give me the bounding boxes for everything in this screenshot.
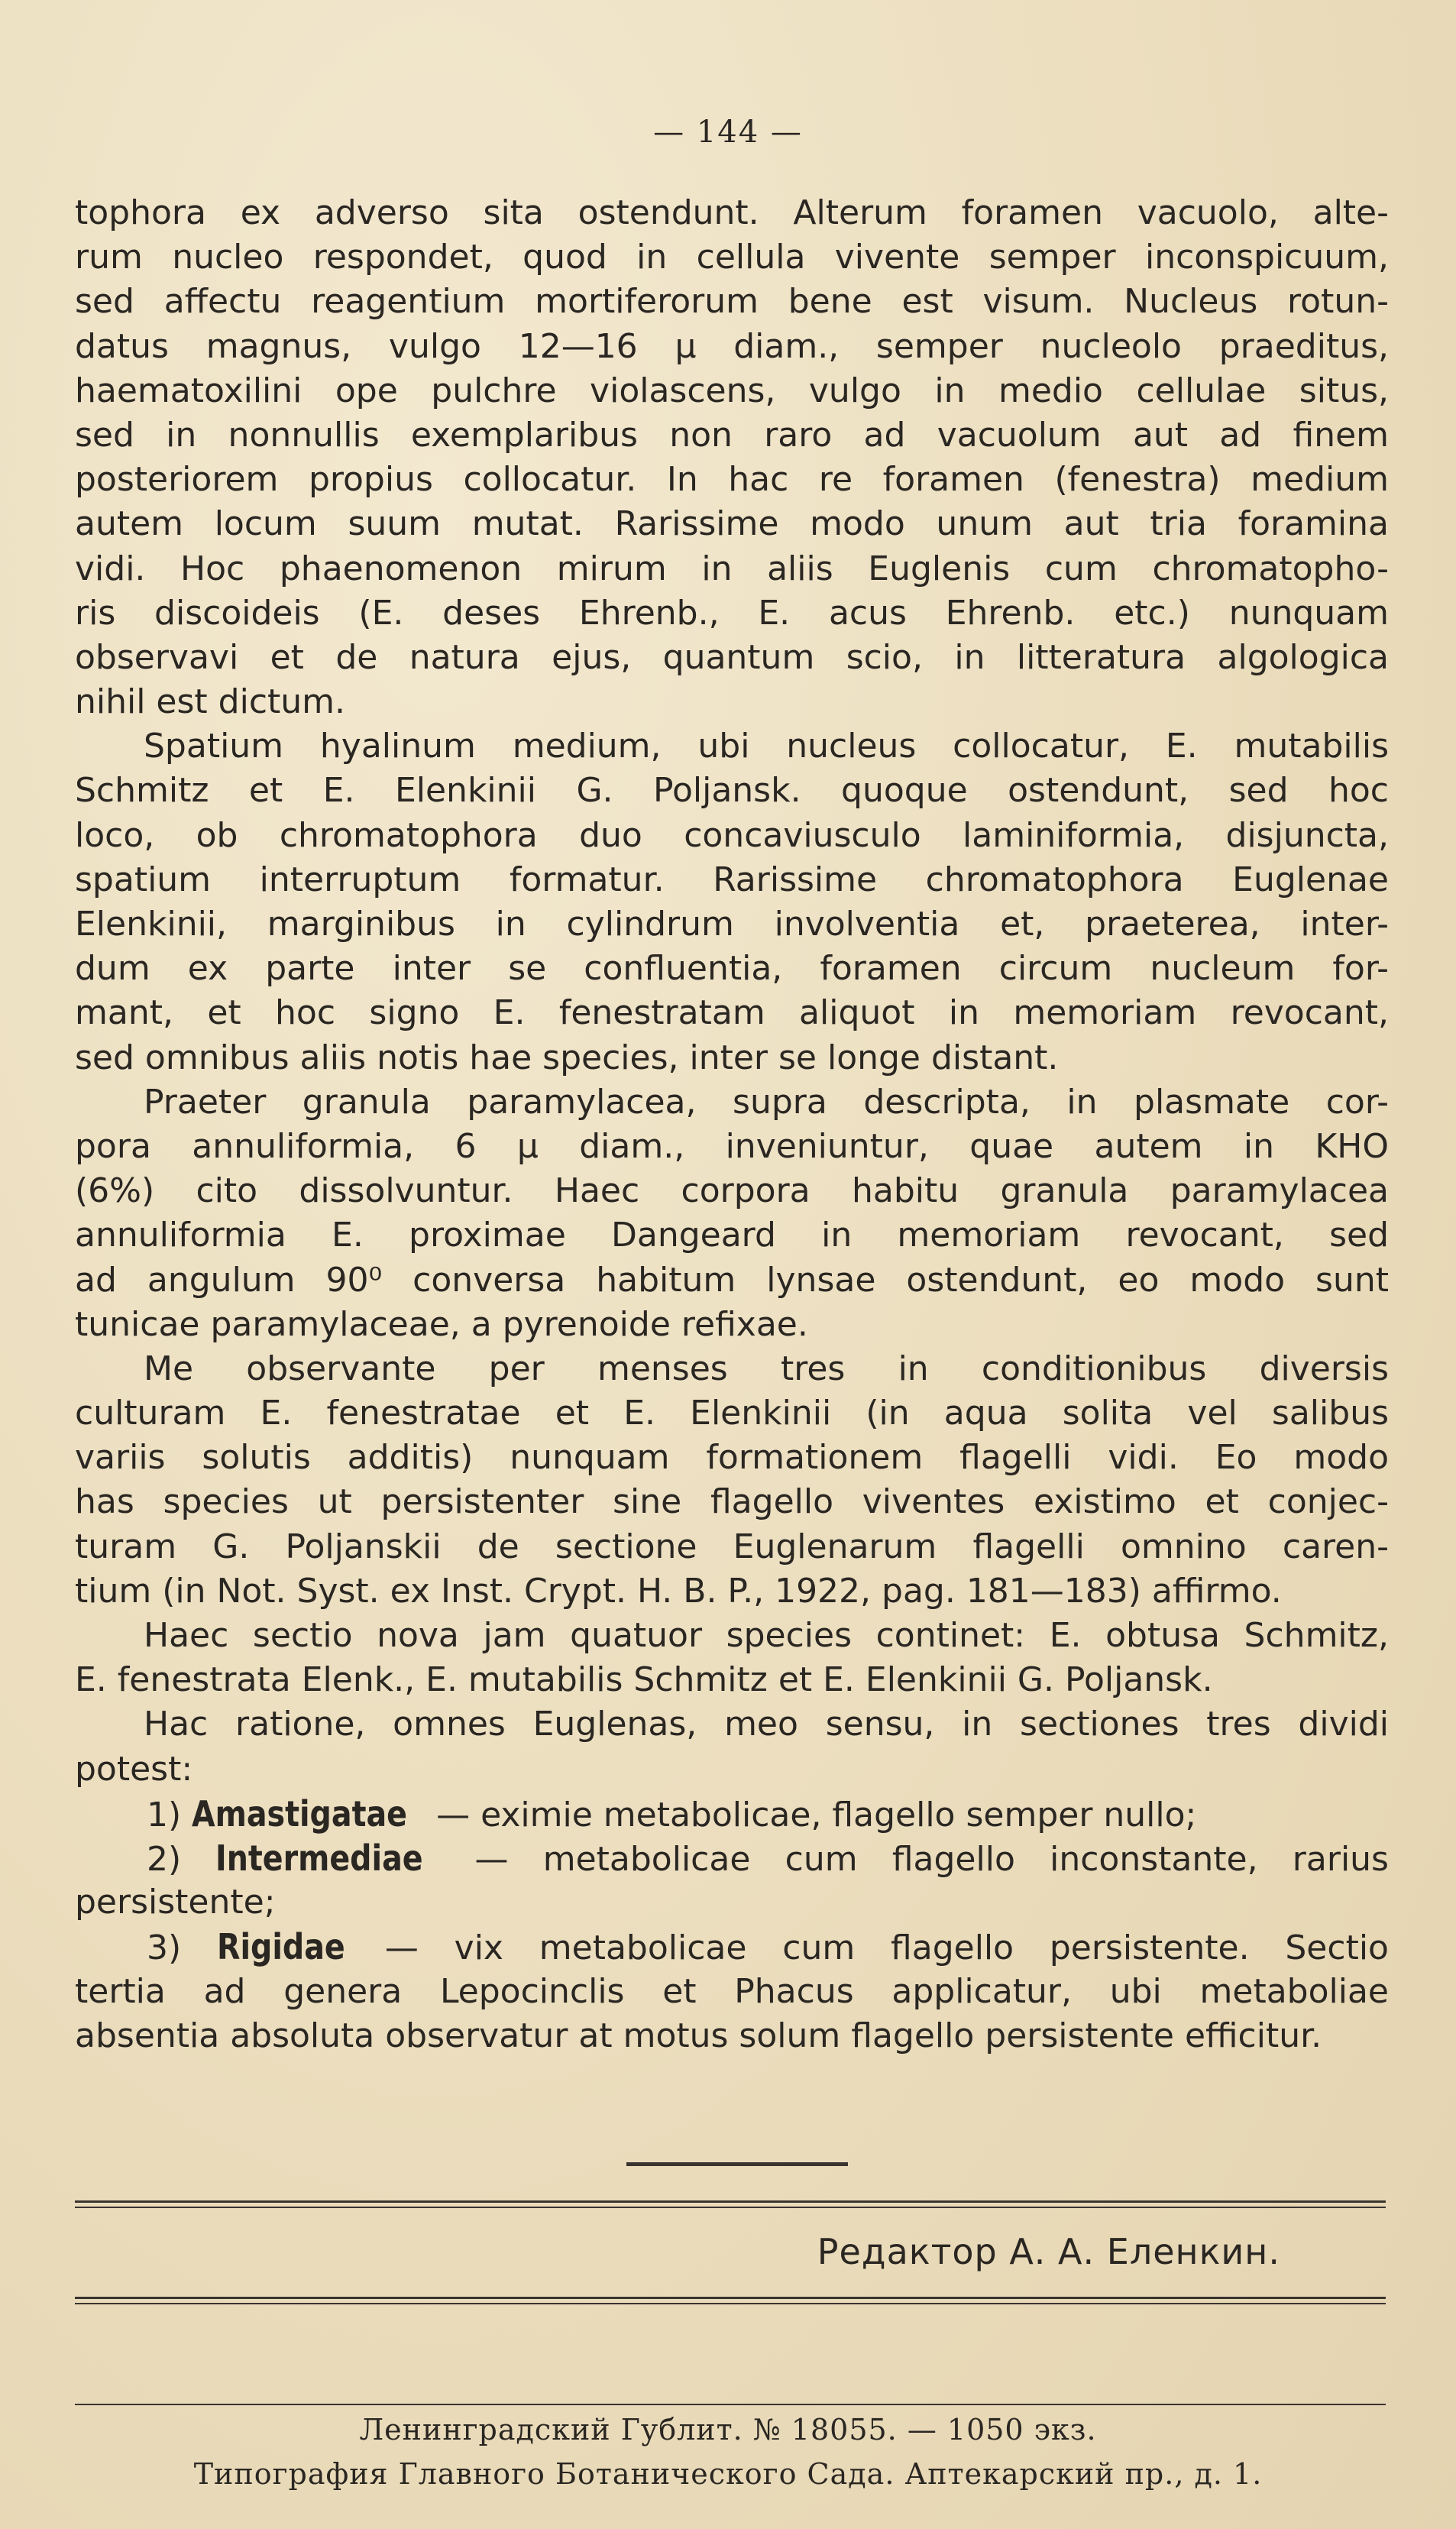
imprint-rule (75, 2404, 1386, 2405)
section-description: — vix metabolicae cum flagello persistente. Sectio (384, 1928, 1389, 1968)
paragraph-3-line: annuliformia E. proximae Dangeard in memoriam revocant, sed (75, 1216, 1389, 1255)
imprint-line-2: Типография Главного Ботанического Сада. Аптекарский пр., д. 1. (193, 2457, 1263, 2491)
section-description: — eximie metabolicae, flagello semper nullo; (436, 1795, 1197, 1834)
section-item-3-continuation: absentia absoluta observatur at motus solum flagello persistente efficitur. (75, 2016, 1322, 2055)
paragraph-1-line: vidi. Hoc phaenomenon mirum in aliis Euglenis cum chromatopho- (75, 549, 1389, 588)
paragraph-1-line: datus magnus, vulgo 12—16 μ diam., semper nucleolo praeditus, (75, 326, 1389, 366)
paragraph-3-line: tunicae paramylaceae, a pyrenoide refixae. (75, 1304, 808, 1344)
paragraph-1-line: tophora ex adverso sita ostendunt. Alterum foramen vacuolo, alte- (75, 193, 1389, 232)
paragraph-1-line: sed affectu reagentium mortiferorum bene est visum. Nucleus rotun- (75, 282, 1389, 322)
section-item-2 (75, 1836, 1389, 1880)
section-term: Rigidae (216, 1926, 345, 1968)
paragraph-2-line: dum ex parte inter se confluentia, foramen circum nucleum for- (75, 949, 1389, 989)
paragraph-2-line: Spatium hyalinum medium, ubi nucleus collocatur, E. mutabilis (144, 727, 1389, 766)
double-rule-bottom (75, 2297, 1386, 2304)
double-rule-top (75, 2200, 1386, 2208)
section-item-1 (75, 1792, 1389, 1836)
section-term: Amastigatae (192, 1792, 408, 1834)
paragraph-1-line: sed in nonnullis exemplaribus non raro ad vacuolum aut ad finem (75, 415, 1389, 455)
editor-credit: Редактор А. А. Еленкин. (817, 2231, 1280, 2272)
section-number: 3) (147, 1928, 182, 1968)
paragraph-1-line: nihil est dictum. (75, 682, 345, 722)
paragraph-5-line: Haec sectio nova jam quatuor species continet: E. obtusa Schmitz, (144, 1616, 1389, 1655)
paragraph-4-line: variis solutis additis) nunquam formationem flagelli vidi. Eo modo (75, 1438, 1389, 1478)
section-item-2-continuation: persistente; (75, 1883, 276, 1922)
paragraph-4-line: tium (in Not. Syst. ex Inst. Crypt. H. B. P., 1922, pag. 181—183) affirmo. (75, 1571, 1282, 1611)
paragraph-3-line: (6%) cito dissolvuntur. Haec corpora habitu granula paramylacea (75, 1171, 1389, 1211)
paragraph-1-line: observavi et de natura ejus, quantum scio, in litteratura algologica (75, 637, 1389, 677)
section-number: 1) (147, 1795, 182, 1834)
section-item-3-continuation: tertia ad genera Lepocinclis et Phacus applicatur, ubi metaboliae (75, 1971, 1389, 2011)
paragraph-1-line: autem locum suum mutat. Rarissime modo unum aut tria foramina (75, 504, 1389, 544)
paragraph-3-line: pora annuliformia, 6 μ diam., inveniuntur, quae autem in KHO (75, 1126, 1389, 1166)
paragraph-3-line: ad angulum 90⁰ conversa habitum lynsae ostendunt, eo modo sunt (75, 1260, 1389, 1300)
section-term: Intermediae (215, 1837, 424, 1879)
paragraph-2-line: loco, ob chromatophora duo concaviusculo laminiformia, disjuncta, (75, 815, 1389, 855)
paragraph-4-line: has species ut persistenter sine flagello viventes existimo et conjec- (75, 1482, 1389, 1522)
section-item-3 (75, 1925, 1389, 1969)
paragraph-2-line: sed omnibus aliis notis hae species, inter se longe distant. (75, 1038, 1059, 1077)
body-text (75, 191, 1389, 2058)
paragraph-4-line: turam G. Poljanskii de sectione Euglenarum flagelli omnino caren- (75, 1527, 1389, 1566)
paragraph-2-line: spatium interruptum formatur. Rarissime chromatophora Euglenae (75, 860, 1389, 899)
paragraph-1-line: posteriorem propius collocatur. In hac re foramen (fenestra) medium (75, 460, 1389, 500)
section-description: — metabolicae cum flagello inconstante, rarius (474, 1839, 1389, 1879)
paragraph-5-line: E. fenestrata Elenk., E. mutabilis Schmitz et E. Elenkinii G. Poljansk. (75, 1660, 1213, 1700)
paragraph-4-line: culturam E. fenestratae et E. Elenkinii (in aqua solita vel salibus (75, 1394, 1389, 1433)
imprint-line-1: Ленинградский Гублит. № 18055. — 1050 экз. (359, 2413, 1097, 2446)
paragraph-1-line: rum nucleo respondet, quod in cellula vivente semper inconspicuum, (75, 238, 1389, 277)
paragraph-6-line: potest: (75, 1749, 193, 1789)
paragraph-2-line: mant, et hoc signo E. fenestratam aliquot in memoriam revocant, (75, 993, 1389, 1033)
section-divider (626, 2162, 848, 2166)
paragraph-2-line: Schmitz et E. Elenkinii G. Poljansk. quoque ostendunt, sed hoc (75, 771, 1389, 811)
paragraph-3-line: Praeter granula paramylacea, supra descripta, in plasmate cor- (144, 1082, 1389, 1122)
paragraph-1-line: haematoxilini ope pulchre violascens, vulgo in medio cellulae situs, (75, 371, 1389, 410)
paragraph-1-line: ris discoideis (E. deses Ehrenb., E. acus Ehrenb. etc.) nunquam (75, 593, 1389, 633)
paragraph-4-line: Me observante per menses tres in conditionibus diversis (144, 1349, 1389, 1388)
page-number: — 144 — (653, 115, 803, 150)
paragraph-6-line: Hac ratione, omnes Euglenas, meo sensu, in sectiones tres dividi (144, 1705, 1389, 1744)
paragraph-2-line: Elenkinii, marginibus in cylindrum involventia et, praeterea, inter- (75, 905, 1389, 944)
section-number: 2) (147, 1839, 182, 1879)
